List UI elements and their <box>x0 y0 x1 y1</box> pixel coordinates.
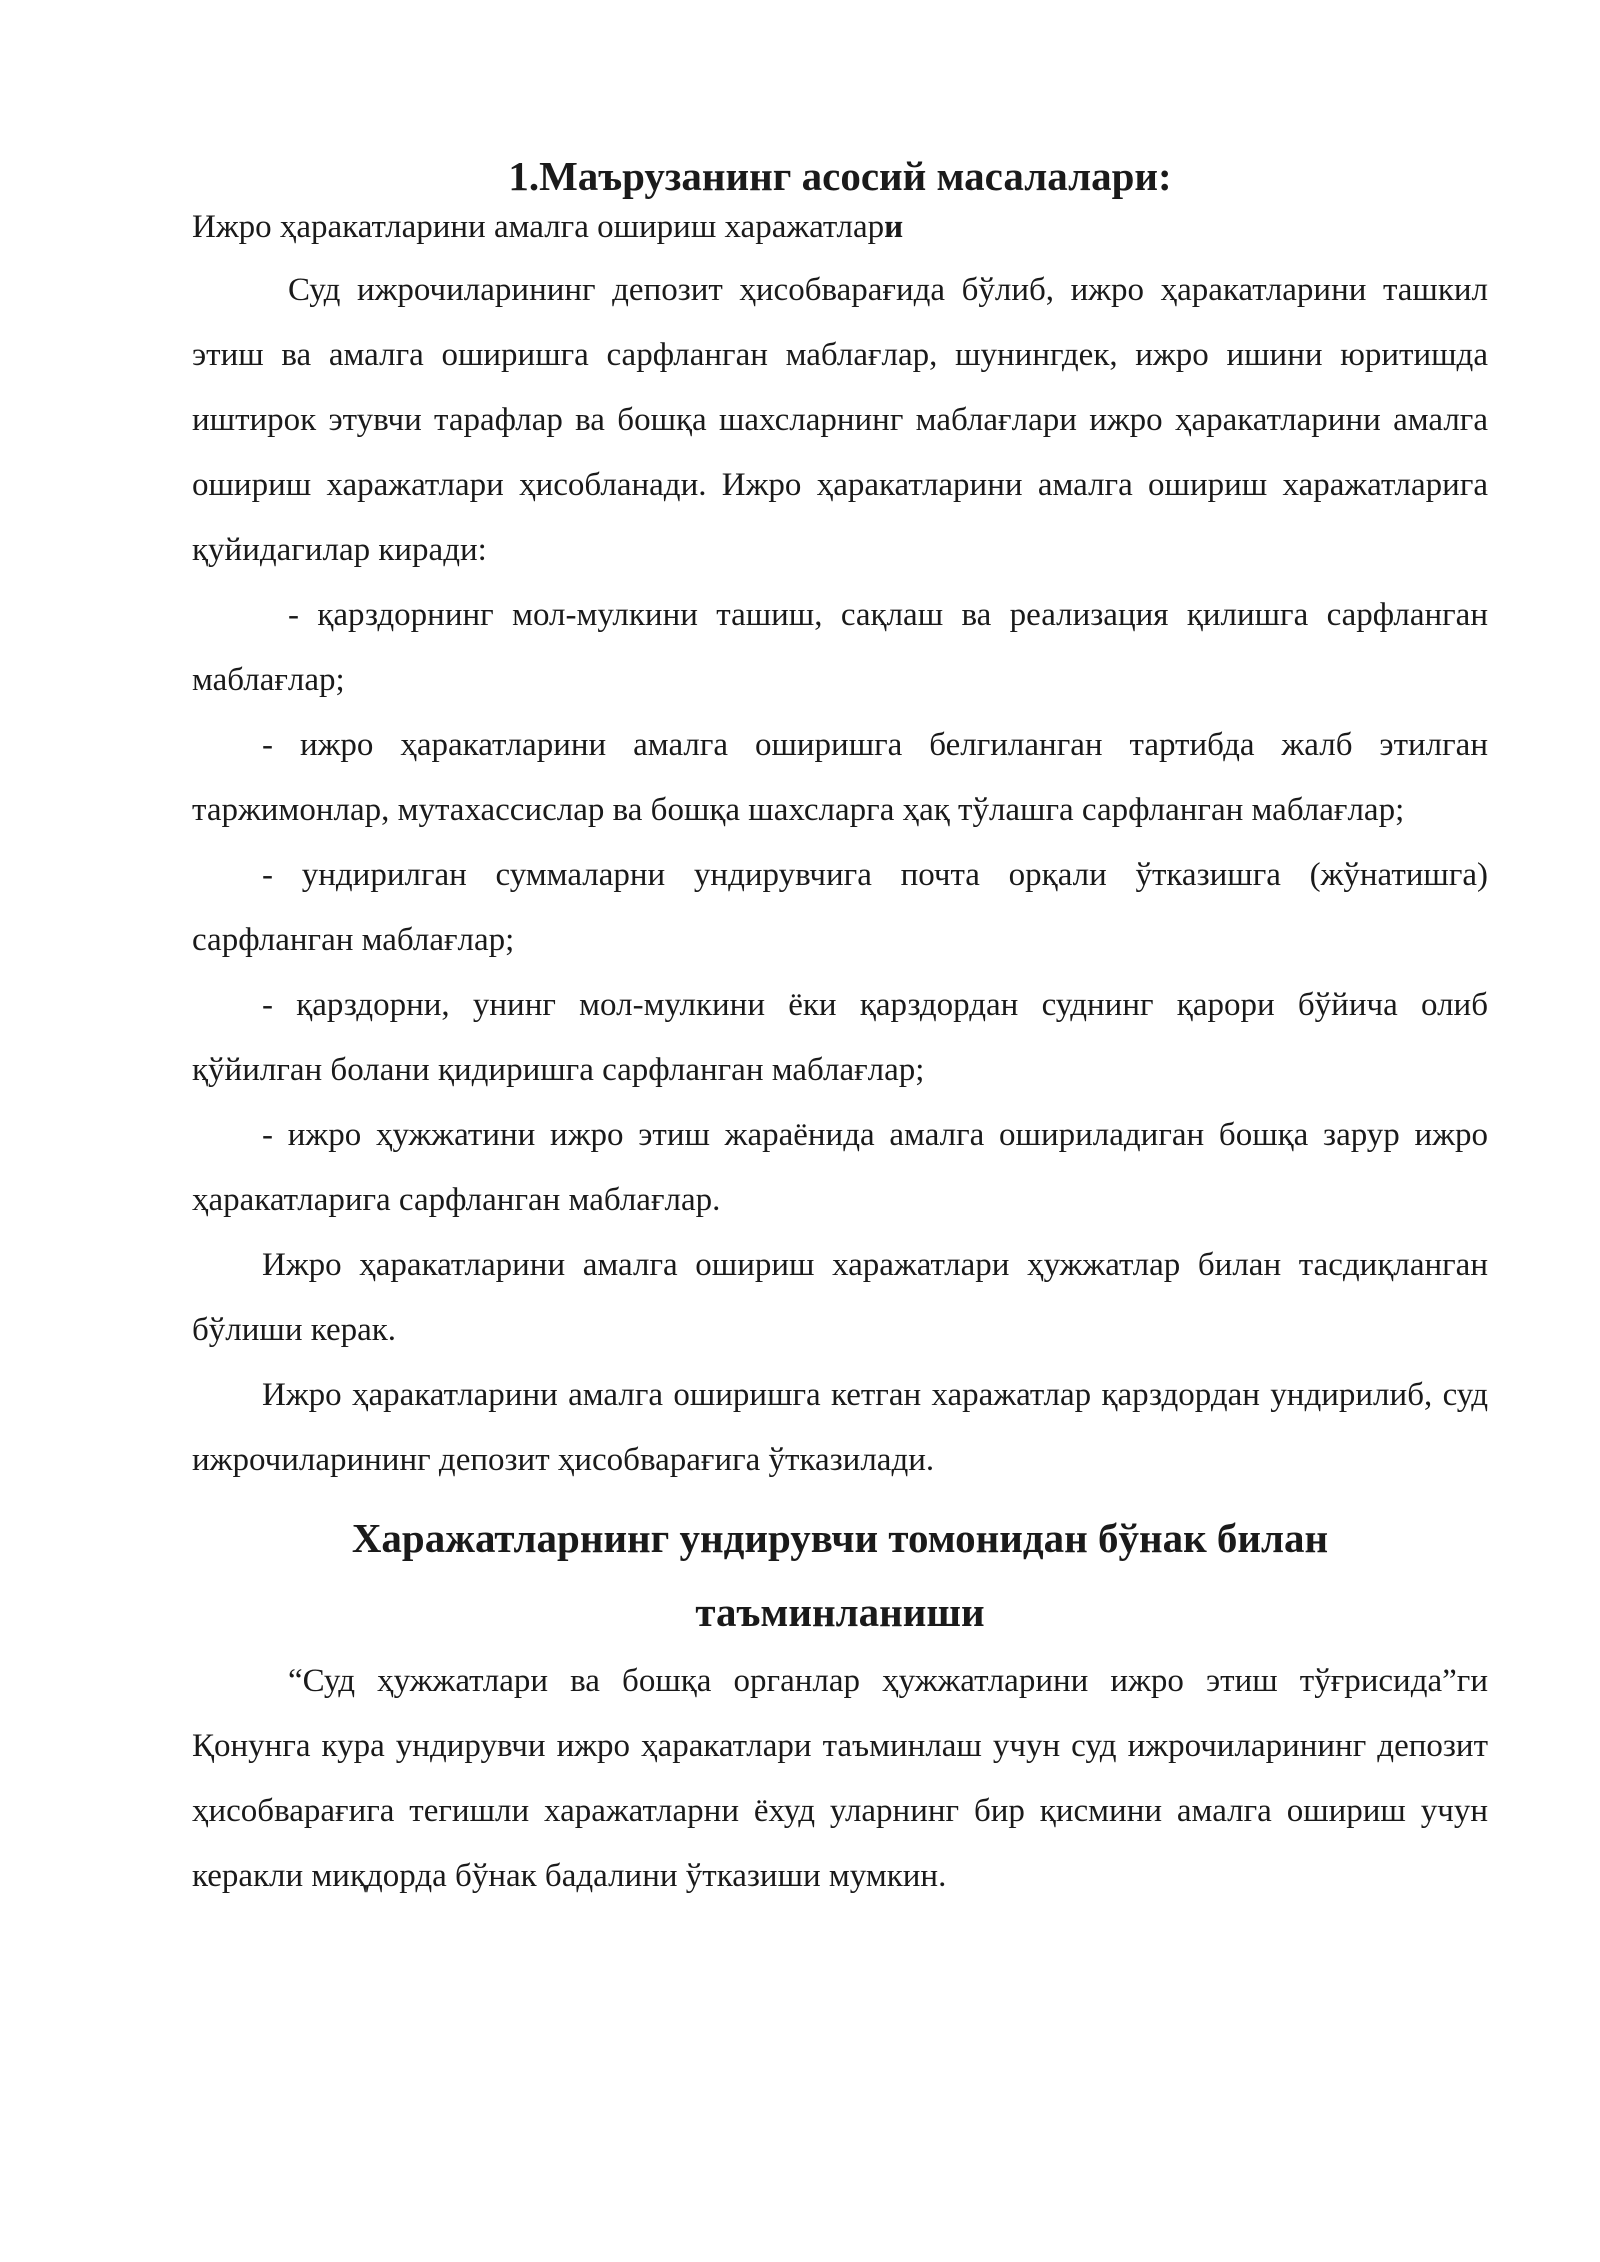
list-item-search: - қарздорни, унинг мол-мулкини ёки қарздордан суднинг қарори бўйича олиб қўйилган болани қидиришга сарфланган маблағлар; <box>192 987 1488 1088</box>
list-item-other-actions: - ижро ҳужжатини ижро этиш жараёнида амалга ошириладиган бошқа зарур ижро ҳаракатларига сарфланган маблағлар. <box>192 1117 1488 1218</box>
paragraph-recovery: Ижро ҳаракатларини амалга оширишга кетган харажатлар қарздордан ундирилиб, суд ижрочиларининг депозит ҳисобварағига ўтказилади. <box>192 1377 1488 1478</box>
document-content <box>192 150 1488 1909</box>
paragraph-documentation: Ижро ҳаракатларини амалга ошириш харажатлари ҳужжатлар билан тасдиқланган бўлиши керак. <box>192 1247 1488 1348</box>
lecture-topic-text: Ижро ҳаракатларини амалга ошириш харажатлар <box>192 209 885 245</box>
section-heading <box>192 1501 1488 1649</box>
section-heading-line-1: Харажатларнинг ундирувчи томонидан бўнак билан <box>351 1515 1329 1561</box>
list-item-debtor-property: - қарздорнинг мол-мулкини ташиш, сақлаш ва реализация қилишга сарфланган маблағлар; <box>192 597 1488 698</box>
list-item-postal-transfer: - ундирилган суммаларни ундирувчига почта орқали ўтказишга (жўнатишга) сарфланган маблағлар; <box>192 857 1488 958</box>
section-heading-line-2: таъминланиши <box>695 1589 985 1635</box>
lecture-topic-tail: и <box>884 209 904 245</box>
list-item-translators: - ижро ҳаракатларини амалга оширишга белгиланган тартибда жалб этилган таржимонлар, мутахассислар ва бошқа шахсларга ҳақ тўлашга сарфланган маблағлар; <box>192 727 1488 828</box>
lecture-topic <box>192 202 1488 252</box>
paragraph-intro: Суд ижрочиларининг депозит ҳисобварағида бўлиб, ижро ҳаракатларини ташкил этиш ва амалга оширишга сарфланган маблағлар, шунингдек, ижро ишини юритишда иштирок этувчи тарафлар ва бошқа шахсларнинг маблағлари ижро ҳаракатларини амалга ошириш харажатлари ҳисобланади. Ижро ҳаракатларини амалга ошириш харажатларига қуйидагилар киради: <box>192 272 1488 568</box>
paragraph-advance: “Суд ҳужжатлари ва бошқа органлар ҳужжатларини ижро этиш тўғрисида”ги Қонунга кура ундирувчи ижро ҳаракатлари таъминлаш учун суд ижрочиларининг депозит ҳисобварағига тегишли харажатларни ёхуд уларнинг бир қисмини амалга ошириш учун керакли миқдорда бўнак бадалини ўтказиши мумкин. <box>192 1663 1488 1894</box>
page-title: 1.Маърузанинг асосий масалалари: <box>508 153 1172 199</box>
